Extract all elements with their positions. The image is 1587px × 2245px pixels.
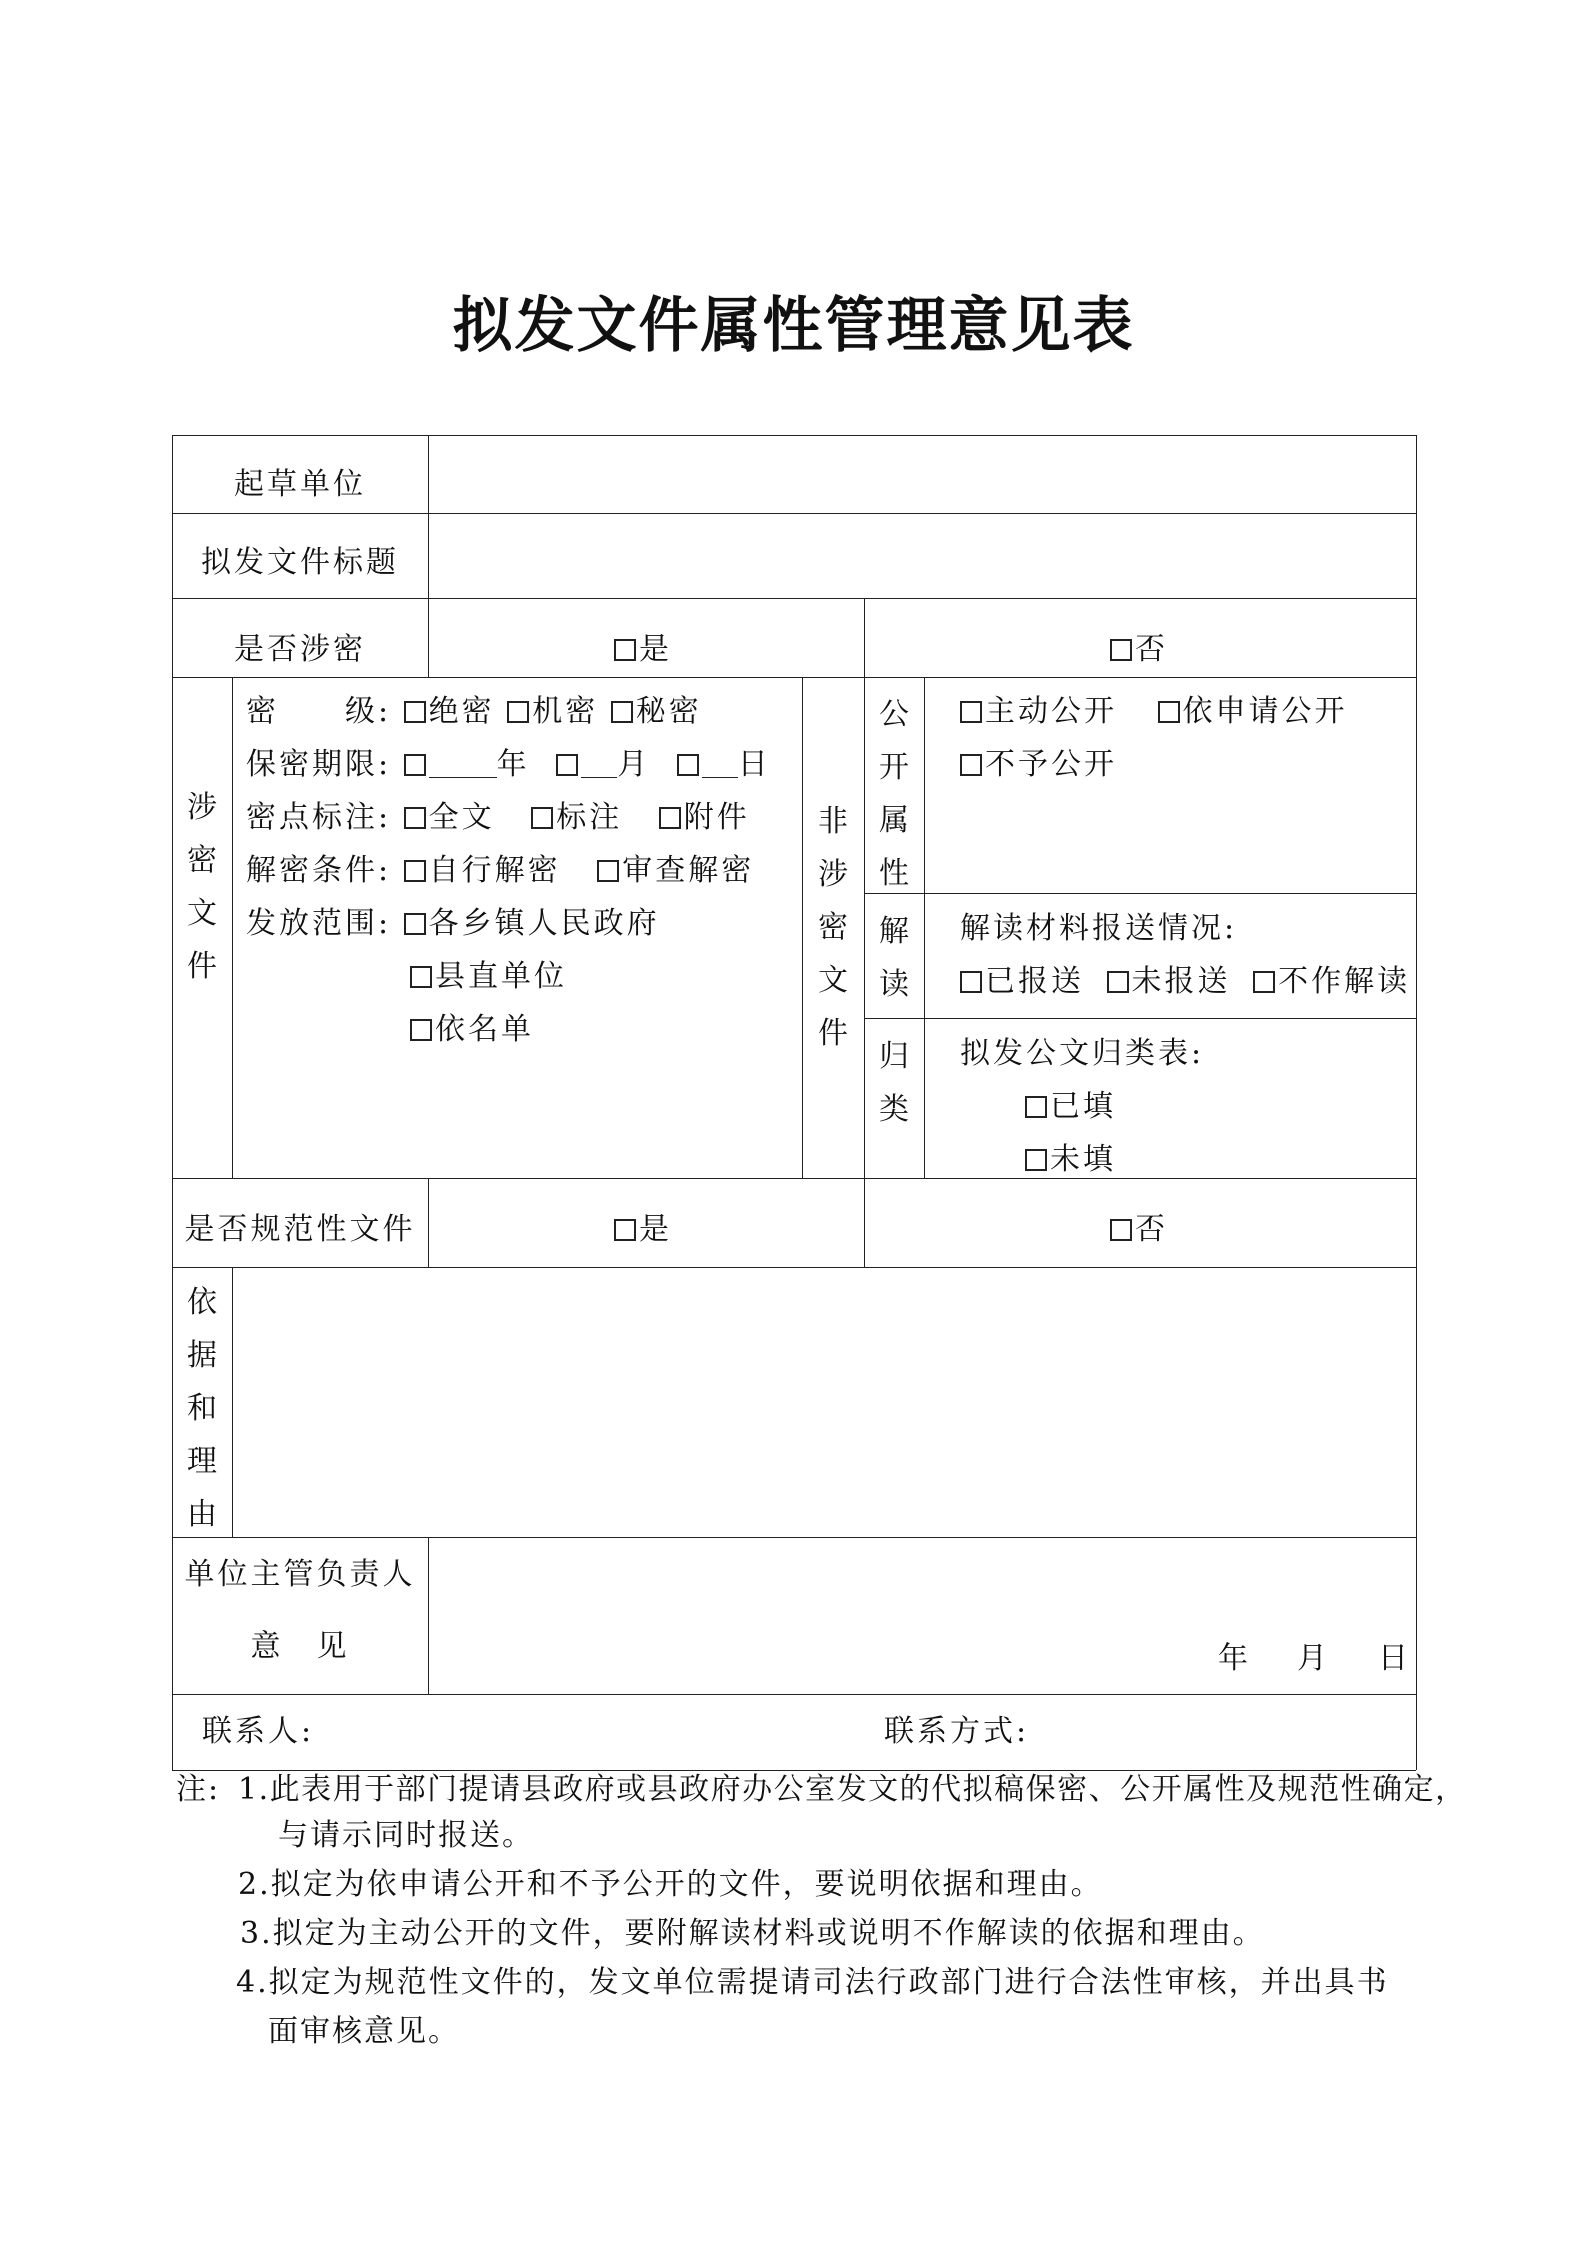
- level-top-secret[interactable]: 绝密: [404, 694, 495, 729]
- note-1-cont: 与请示同时报送。: [278, 1818, 534, 1853]
- public-not-disclosed-option[interactable]: 不予公开: [960, 747, 1117, 783]
- checkbox[interactable]: [410, 1019, 432, 1041]
- classified-label: 是否涉密: [234, 632, 366, 667]
- normative-yes-option[interactable]: 是: [614, 1212, 672, 1248]
- scope-by-list[interactable]: 依名单: [410, 1012, 534, 1048]
- mark-annotation[interactable]: 标注: [531, 800, 622, 835]
- checkbox[interactable]: [1025, 1149, 1047, 1171]
- checkbox[interactable]: [404, 860, 426, 882]
- checkbox[interactable]: [507, 701, 529, 723]
- classify-unfilled-option[interactable]: 未填: [1025, 1142, 1116, 1178]
- note-4: 4.拟定为规范性文件的，发文单位需提请司法行政部门进行合法性审核，并出具书: [236, 1965, 1389, 2000]
- col-divider: [232, 677, 233, 1178]
- public-on-request-option[interactable]: 依申请公开: [1158, 694, 1348, 729]
- secret-section-label: 涉 密 文 件: [187, 790, 217, 984]
- head-opinion-field[interactable]: [432, 1541, 1412, 1641]
- row-divider: [172, 1537, 1416, 1538]
- classified-yes-option[interactable]: 是: [614, 632, 672, 668]
- declass-row: 解密条件: 自行解密 审查解密: [246, 853, 755, 888]
- checkbox[interactable]: [677, 754, 699, 776]
- row-divider: [172, 1694, 1416, 1695]
- page-title: 拟发文件属性管理意见表: [452, 291, 1135, 361]
- table-border-top: [172, 435, 1416, 436]
- row-divider: [172, 1267, 1416, 1268]
- interpret-label: 解 读: [879, 914, 909, 1002]
- checkbox[interactable]: [404, 913, 426, 935]
- checkbox[interactable]: [960, 971, 982, 993]
- contact-method-label: 联系方式:: [884, 1714, 1030, 1749]
- interpret-options-row: [960, 964, 1410, 1000]
- checkbox[interactable]: [597, 860, 619, 882]
- period-year-input[interactable]: [429, 751, 497, 778]
- checkbox[interactable]: [611, 701, 633, 723]
- secret-level-row: 密 级: 绝密 机密 秘密: [246, 694, 702, 729]
- checkbox[interactable]: [614, 1219, 636, 1241]
- checkbox[interactable]: [1110, 1219, 1132, 1241]
- secret-mark-row: 密点标注: 全文 标注 附件: [246, 800, 750, 835]
- col-divider: [428, 1537, 429, 1694]
- checkbox[interactable]: [404, 701, 426, 723]
- reason-label: 依 据 和 理 由: [187, 1285, 217, 1532]
- interpret-none[interactable]: 不作解读: [1253, 964, 1410, 999]
- checkbox[interactable]: [556, 754, 578, 776]
- checkbox[interactable]: [531, 807, 553, 829]
- scope-county-units[interactable]: 县直单位: [410, 959, 567, 995]
- contact-label: 联系人:: [202, 1714, 315, 1749]
- row-divider: [172, 598, 1416, 599]
- public-attr-label: 公 开 属 性: [879, 697, 909, 891]
- col-divider: [864, 1178, 865, 1267]
- row-divider: [864, 1018, 1416, 1019]
- period-month-input[interactable]: [581, 751, 617, 778]
- mark-attachment[interactable]: 附件: [659, 800, 750, 835]
- row-divider: [864, 893, 1416, 894]
- public-active-option[interactable]: 主动公开: [960, 694, 1117, 729]
- note-3: 3.拟定为主动公开的文件，要附解读材料或说明不作解读的依据和理由。: [240, 1916, 1265, 1951]
- checkbox[interactable]: [1158, 701, 1180, 723]
- notes-prefix: 注:: [176, 1772, 221, 1807]
- col-divider: [864, 598, 865, 677]
- reason-field[interactable]: [236, 1271, 1412, 1533]
- classify-heading: 拟发公文归类表:: [960, 1036, 1205, 1071]
- normative-label: 是否规范性文件: [184, 1212, 416, 1247]
- declass-review[interactable]: 审查解密: [597, 853, 754, 888]
- period-day-input[interactable]: [702, 751, 738, 778]
- scope-row: 发放范围: 各乡镇人民政府: [246, 906, 660, 941]
- checkbox[interactable]: [1110, 639, 1132, 661]
- col-divider: [864, 677, 865, 1178]
- col-divider: [802, 677, 803, 1178]
- checkbox[interactable]: [1253, 971, 1275, 993]
- interpret-not-submitted[interactable]: 未报送: [1107, 964, 1231, 999]
- classify-filled-option[interactable]: 已填: [1025, 1089, 1116, 1125]
- scope-township-gov[interactable]: 各乡镇人民政府: [404, 906, 660, 941]
- date-month: 月: [1297, 1641, 1330, 1676]
- row-divider: [172, 513, 1416, 514]
- checkbox[interactable]: [960, 754, 982, 776]
- checkbox[interactable]: [659, 807, 681, 829]
- classify-label: 归 类: [879, 1039, 909, 1127]
- level-secret[interactable]: 机密: [507, 694, 598, 729]
- declass-self[interactable]: 自行解密: [404, 853, 561, 888]
- nonsecret-section-label: 非 涉 密 文 件: [818, 804, 848, 1051]
- row-divider: [172, 677, 1416, 678]
- date-year: 年: [1218, 1641, 1251, 1676]
- table-border-bottom: [172, 1770, 1416, 1771]
- checkbox[interactable]: [1107, 971, 1129, 993]
- draft-title-field[interactable]: [432, 517, 1412, 595]
- mark-full-text[interactable]: 全文: [404, 800, 495, 835]
- head-opinion-label-2: 意 见: [250, 1629, 350, 1664]
- classified-no-option[interactable]: 否: [1110, 632, 1168, 668]
- drafting-unit-field[interactable]: [432, 440, 1412, 510]
- checkbox[interactable]: [404, 807, 426, 829]
- checkbox[interactable]: [1025, 1096, 1047, 1118]
- checkbox[interactable]: [960, 701, 982, 723]
- note-4-cont: 面审核意见。: [268, 2014, 460, 2049]
- date-day: 日: [1378, 1641, 1411, 1676]
- head-opinion-label: 单位主管负责人: [184, 1557, 416, 1592]
- checkbox[interactable]: [404, 754, 426, 776]
- normative-no-option[interactable]: 否: [1110, 1212, 1168, 1248]
- interpret-submitted[interactable]: 已报送: [960, 964, 1084, 999]
- col-divider: [428, 1178, 429, 1267]
- checkbox[interactable]: [410, 966, 432, 988]
- public-row-1: [960, 694, 1348, 730]
- level-confidential[interactable]: 秘密: [611, 694, 702, 729]
- table-border-right: [1416, 435, 1417, 1770]
- checkbox[interactable]: [614, 639, 636, 661]
- col-divider: [232, 1267, 233, 1537]
- drafting-unit-label: 起草单位: [234, 467, 366, 502]
- secret-period-row: 保密期限: 年 月 日: [246, 747, 771, 782]
- draft-title-label: 拟发文件标题: [201, 545, 399, 580]
- col-divider: [428, 435, 429, 677]
- note-1: 1.此表用于部门提请县政府或县政府办公室发文的代拟稿保密、公开属性及规范性确定，: [238, 1772, 1467, 1807]
- row-divider: [172, 1178, 1416, 1179]
- note-2: 2.拟定为依申请公开和不予公开的文件，要说明依据和理由。: [238, 1867, 1103, 1902]
- interpret-heading: 解读材料报送情况:: [960, 911, 1238, 946]
- col-divider: [924, 677, 925, 1178]
